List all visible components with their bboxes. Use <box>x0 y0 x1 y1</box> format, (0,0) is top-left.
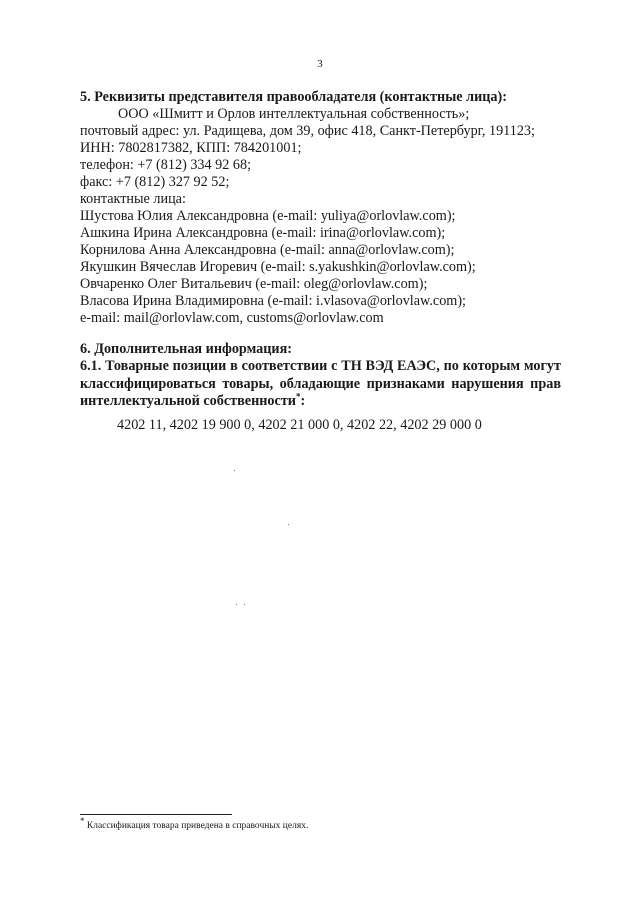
section-6-1-colon: : <box>300 393 306 409</box>
phone: телефон: +7 (812) 334 92 68; <box>80 157 252 173</box>
contact-person: Ашкина Ирина Александровна (e-mail: irina@orlovlaw.com); <box>80 225 446 241</box>
footnote-marker: * <box>80 815 85 826</box>
fax: факс: +7 (812) 327 92 52; <box>80 174 230 190</box>
scan-speck <box>234 470 235 471</box>
footnote-text: Классификация товара приведена в справочных целях. <box>86 821 309 831</box>
section-6-1-line-1: 6.1. Товарные позиции в соответствии с ТН ВЭД ЕАЭС, по которым могут <box>80 358 561 374</box>
footnote-separator <box>80 814 232 815</box>
scan-speck <box>288 524 289 525</box>
contact-person: Власова Ирина Владимировна (e-mail: i.vlasova@orlovlaw.com); <box>80 293 466 309</box>
inn-kpp: ИНН: 7802817382, КПП: 784201001; <box>80 140 302 156</box>
postal-address: почтовый адрес: ул. Радищева, дом 39, офис 418, Санкт-Петербург, 191123; <box>80 123 535 139</box>
section-6-1-line-3 <box>80 393 305 410</box>
contact-person: Корнилова Анна Александровна (e-mail: anna@orlovlaw.com); <box>80 242 455 258</box>
scan-speck <box>236 604 237 605</box>
scan-speck <box>244 604 245 605</box>
footnote <box>80 815 309 832</box>
contact-person: Овчаренко Олег Витальевич (e-mail: oleg@orlovlaw.com); <box>80 276 428 292</box>
section-5-heading: 5. Реквизиты представителя правообладателя (контактные лица): <box>80 89 507 105</box>
section-6-1-line-3-text: интеллектуальной собственности <box>80 393 296 409</box>
general-email: e-mail: mail@orlovlaw.com, customs@orlovlaw.com <box>80 310 384 326</box>
section-6-1-line-2: классифицироваться товары, обладающие признаками нарушения прав <box>80 376 561 392</box>
tnved-codes: 4202 11, 4202 19 900 0, 4202 21 000 0, 4202 22, 4202 29 000 0 <box>117 417 482 433</box>
contacts-label: контактные лица: <box>80 191 186 207</box>
section-6-heading: 6. Дополнительная информация: <box>80 341 292 357</box>
contact-person: Шустова Юлия Александровна (e-mail: yuliya@orlovlaw.com); <box>80 208 456 224</box>
contact-person: Якушкин Вячеслав Игоревич (e-mail: s.yakushkin@orlovlaw.com); <box>80 259 476 275</box>
footnote-reference: * <box>295 391 301 402</box>
company-name: ООО «Шмитт и Орлов интеллектуальная собственность»; <box>118 106 470 122</box>
page-number: 3 <box>317 58 323 70</box>
